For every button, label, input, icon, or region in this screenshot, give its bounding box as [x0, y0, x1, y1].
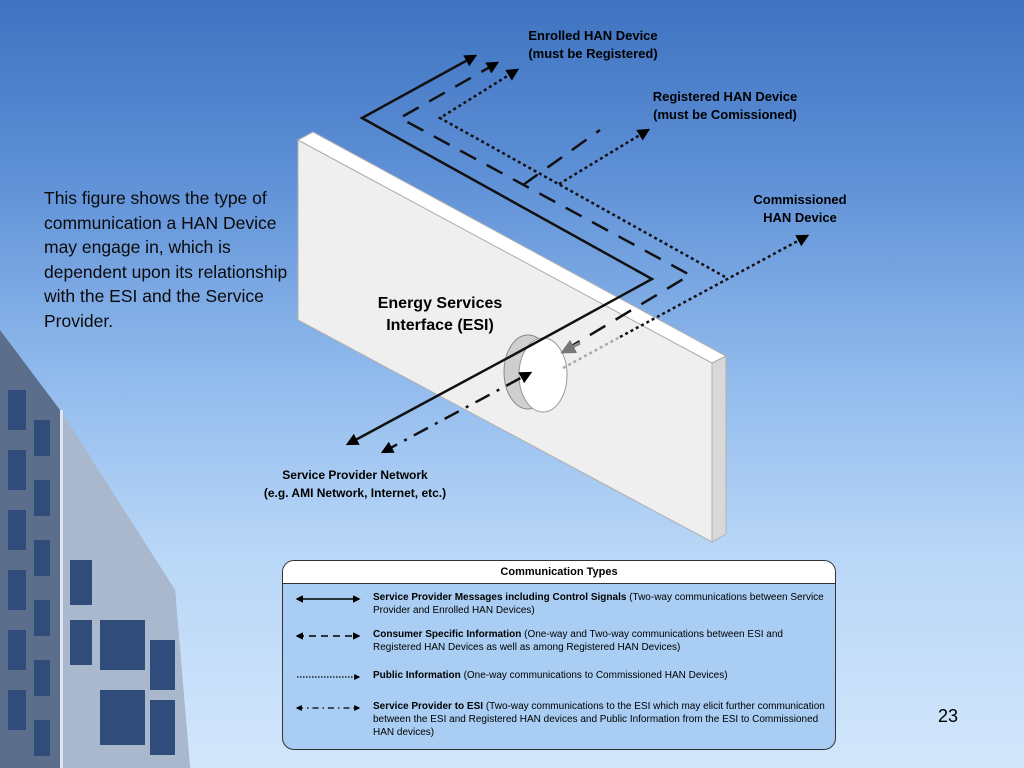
legend-item-desc: (Two-way communications to the ESI which may elicit further communication between the ESI and Registered HAN devices and Public Information from the ESI to Commissioned HAN devices) — [373, 701, 825, 738]
legend-item-name: Service Provider to ESI — [373, 701, 484, 712]
esi-disc — [504, 335, 567, 412]
dotted-line-icon — [293, 671, 363, 683]
enrolled-han-device-label: Enrolled HAN Device (must be Registered) — [528, 28, 658, 61]
legend-item-desc: (One-way communications to Commissioned HAN Devices) — [463, 670, 728, 681]
legend-item-name: Consumer Specific Information — [373, 629, 522, 640]
legend-item-desc: (Two-way communications between Service Provider and Enrolled HAN Devices) — [373, 592, 824, 616]
legend-item-desc: (One-way and Two-way communications between ESI and Registered HAN Devices as well as among Registered HAN Devices) — [373, 629, 783, 653]
dashed-line-icon — [293, 630, 363, 642]
communication-types-legend — [282, 560, 836, 750]
legend-title: Communication Types — [283, 561, 835, 584]
dash-dot-line-icon — [293, 702, 363, 714]
service-provider-network-label: Service Provider Network (e.g. AMI Network, Internet, etc.) — [263, 468, 447, 500]
esi-label: Energy Services Interface (ESI) — [377, 295, 503, 334]
description-text: This figure shows the type of communication a HAN Device may engage in, which is dependent upon its relationship with the ESI and the Service Provider. — [44, 188, 288, 331]
public-to-registered-path — [559, 130, 648, 184]
page-number: 23 — [938, 706, 959, 726]
commissioned-han-device-label: Commissioned HAN Device — [753, 192, 847, 225]
registered-han-device-label: Registered HAN Device (must be Comissioned) — [652, 89, 798, 122]
consumer-to-registered-path — [523, 130, 600, 185]
solid-line-icon — [293, 593, 363, 605]
legend-item-name: Service Provider Messages including Control Signals — [373, 592, 627, 603]
legend-item-name: Public Information — [373, 670, 461, 681]
